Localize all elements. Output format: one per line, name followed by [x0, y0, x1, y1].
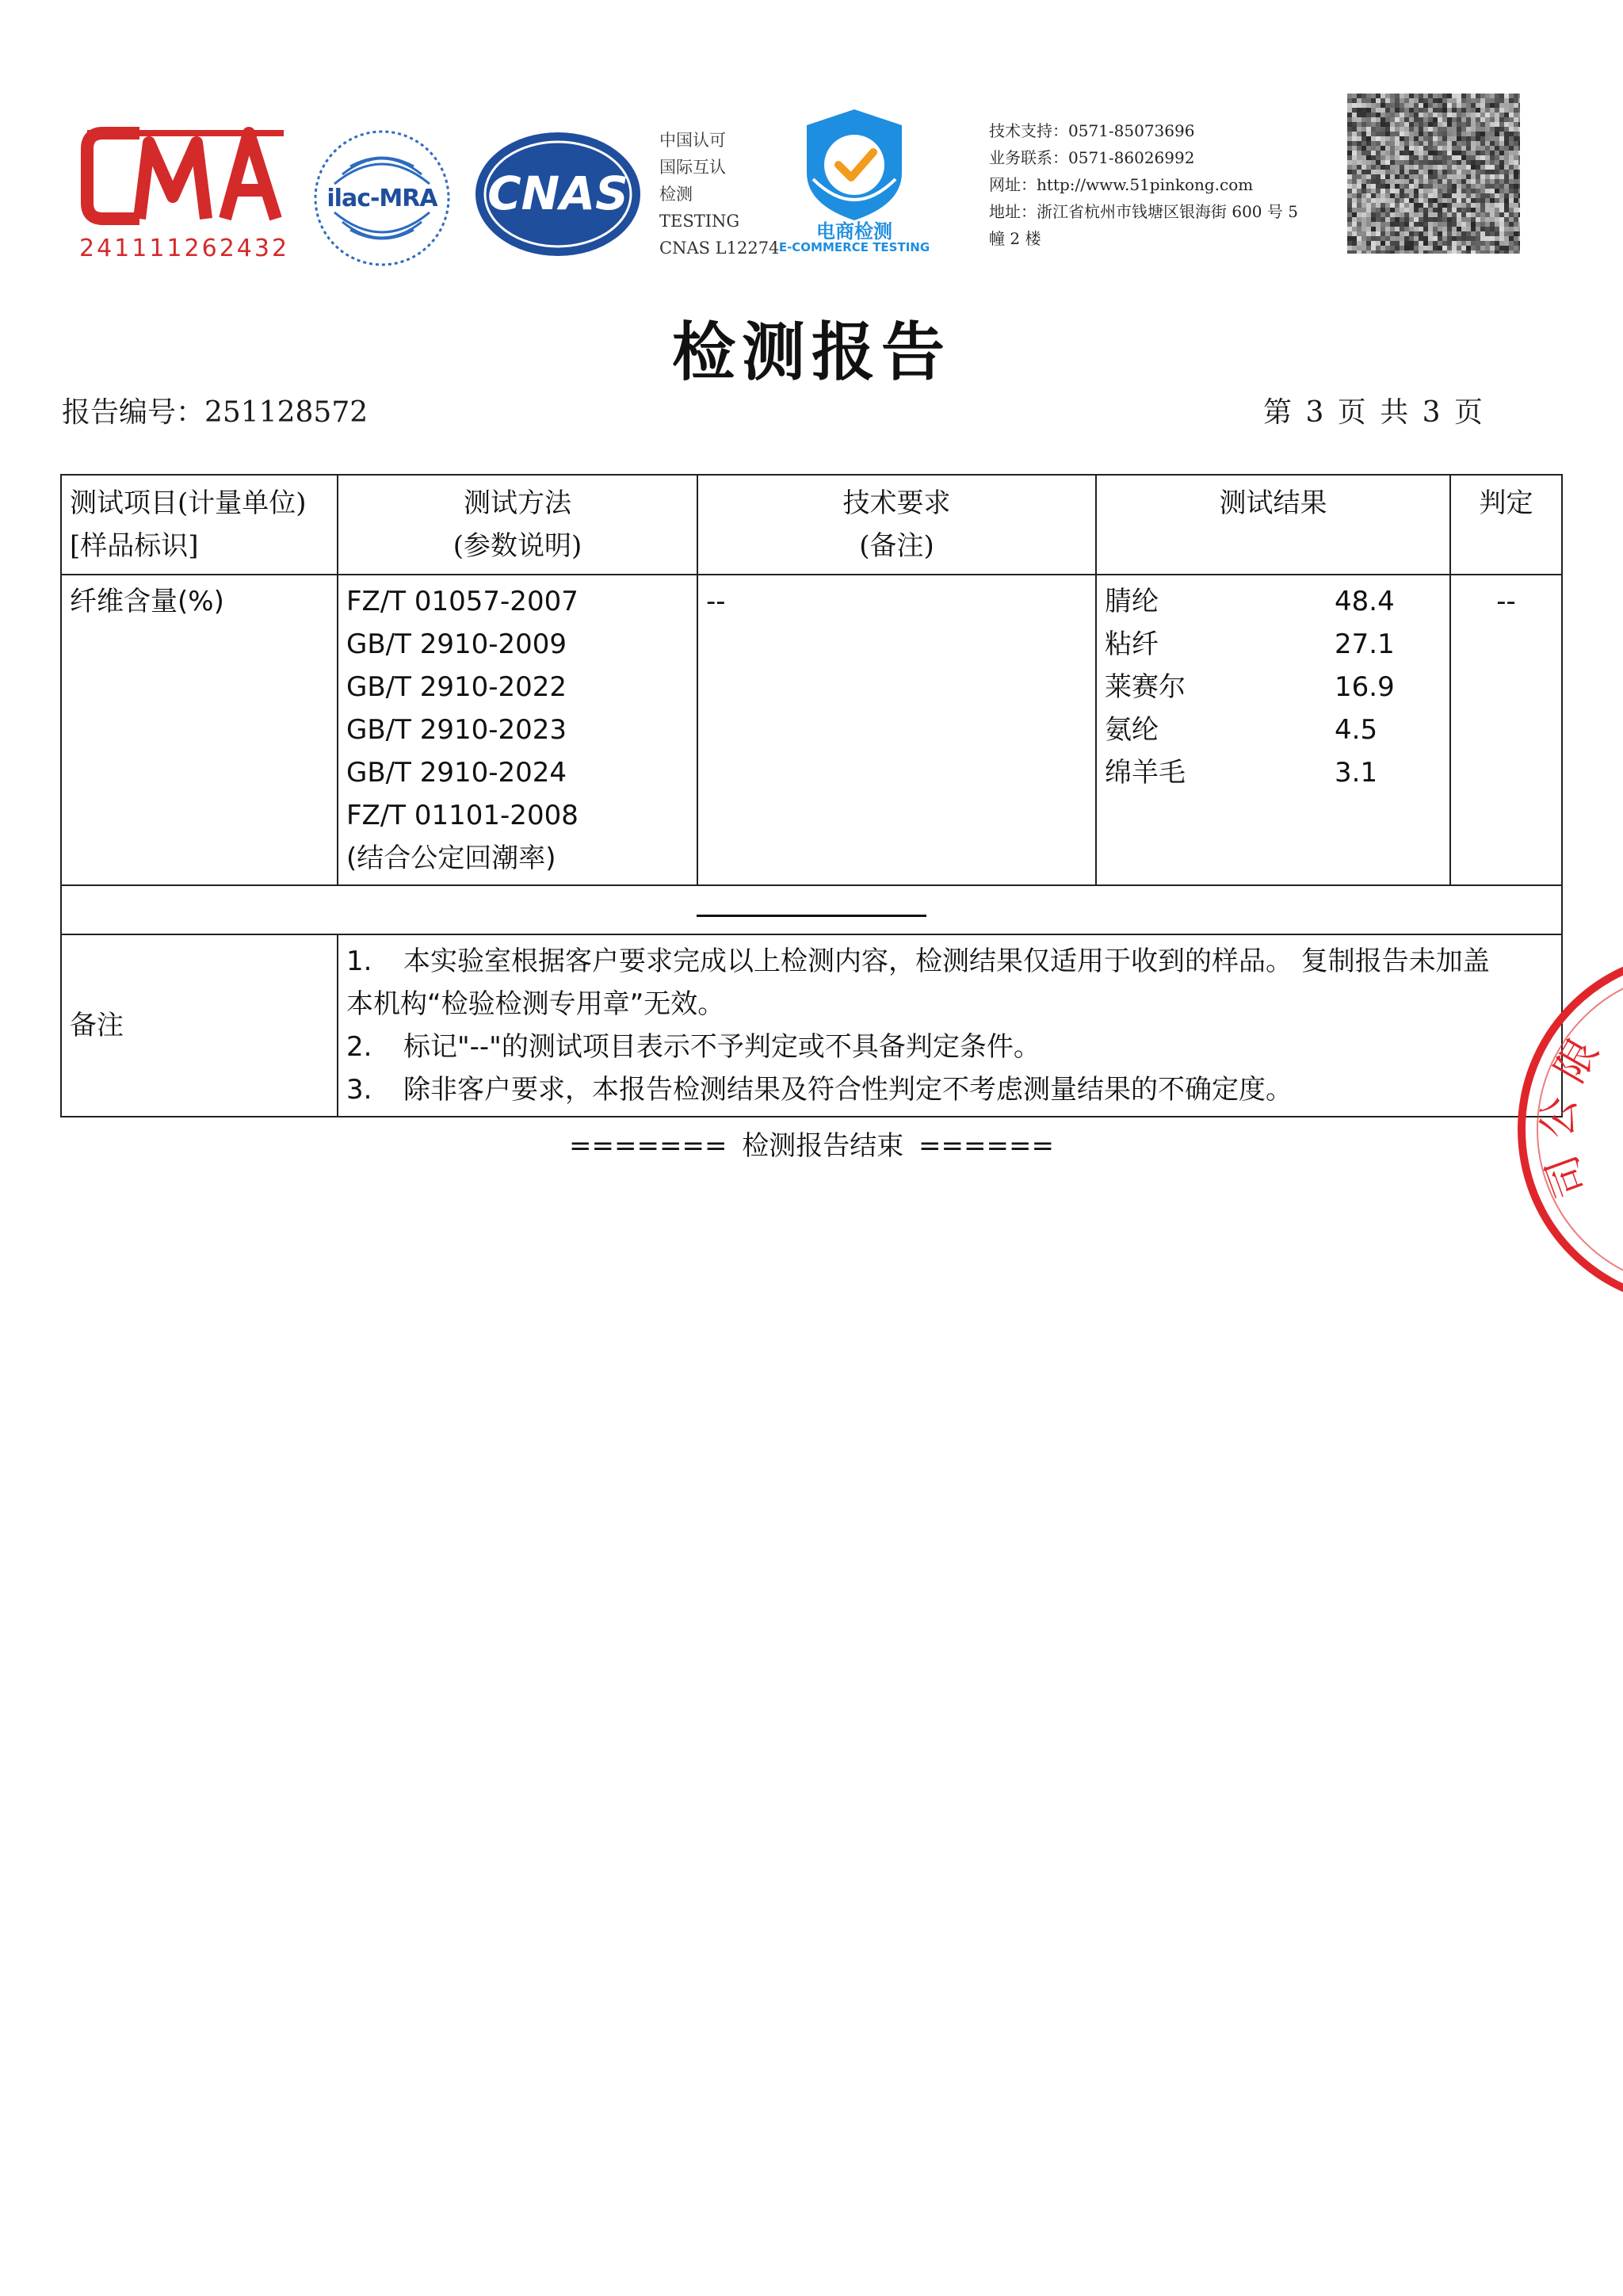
note-text: 标记"--"的测试项目表示不予判定或不具备判定条件。 [403, 1031, 1041, 1063]
header-requirement-line2: (备注) [859, 530, 934, 562]
fiber-value: 4.5 [1335, 714, 1378, 746]
conclusion-cell: -- [1450, 575, 1562, 885]
tech-support-line: 技术支持：0571-85073696 [989, 121, 1195, 140]
ecommerce-subtitle: E-COMMERCE TESTING [778, 240, 930, 254]
report-number: 报告编号：251128572 [62, 396, 369, 429]
test-results-table [60, 474, 1563, 1117]
note-item [346, 1068, 1553, 1111]
ilac-mark-text: ilac-MRA [327, 185, 437, 212]
fiber-result-row [1105, 751, 1442, 794]
header-test-result-label: 测试结果 [1219, 487, 1327, 519]
header-conclusion [1450, 475, 1562, 575]
header-conclusion-label: 判定 [1479, 487, 1533, 519]
method-standard: GB/T 2910-2024 [346, 757, 567, 789]
method-standard: GB/T 2910-2023 [346, 714, 567, 746]
method-standard: FZ/T 01101-2008 [346, 800, 579, 831]
note-number: 1. [346, 946, 372, 977]
fiber-value: 48.4 [1335, 586, 1395, 617]
fiber-value: 16.9 [1335, 671, 1395, 703]
ecommerce-title: 电商检测 [816, 220, 892, 243]
header-test-item-line1: 测试项目(计量单位) [70, 487, 307, 519]
cnas-line: TESTING [659, 212, 740, 231]
fiber-value: 27.1 [1335, 628, 1395, 660]
result-cell [1096, 575, 1450, 885]
note-number: 2. [346, 1031, 372, 1063]
header-test-method-line2: (参数说明) [453, 530, 582, 562]
fiber-result-row [1105, 709, 1442, 751]
ilac-mra-logo [311, 127, 453, 269]
notes-row [61, 934, 1562, 1117]
notes-label: 备注 [61, 934, 338, 1117]
test-method-cell [338, 575, 697, 885]
cnas-mark-text: CNAS [487, 166, 628, 220]
separator-line [697, 915, 926, 917]
header-test-method-line1: 测试方法 [464, 487, 571, 519]
note-item [346, 1026, 1553, 1068]
stamp-character: 公 [1533, 1095, 1585, 1140]
report-title: 检测报告 [672, 315, 951, 389]
stamp-character: 司 [1537, 1148, 1597, 1204]
fiber-name: 粘纤 [1105, 628, 1159, 660]
table-header-row [61, 475, 1562, 575]
note-text: 本实验室根据客户要求完成以上检测内容，检测结果仅适用于收到的样品。 复制报告未加盖 [403, 946, 1490, 977]
fiber-name: 绵羊毛 [1105, 757, 1186, 789]
header-requirement [697, 475, 1096, 575]
requirement-cell: -- [697, 575, 1096, 885]
address-line: 地址：浙江省杭州市钱塘区银海街 600 号 5 [989, 202, 1298, 221]
header-requirement-line1: 技术要求 [842, 487, 951, 519]
header-test-item [61, 475, 338, 575]
fiber-result-row [1105, 580, 1442, 623]
fiber-result-row [1105, 623, 1442, 666]
website-line: 网址：http://www.51pinkong.com [989, 175, 1254, 194]
header-test-method [338, 475, 697, 575]
note-text: 本机构“检验检测专用章”无效。 [346, 988, 725, 1020]
fiber-value: 3.1 [1335, 757, 1378, 789]
notes-cell [338, 934, 1562, 1117]
fiber-name: 氨纶 [1105, 714, 1159, 746]
header-test-item-line2: [样品标识] [70, 530, 199, 562]
note-item [346, 940, 1553, 983]
cnas-logo [471, 127, 645, 262]
note-number: 3. [346, 1074, 372, 1106]
note-text: 除非客户要求，本报告检测结果及符合性判定不考虑测量结果的不确定度。 [403, 1074, 1293, 1106]
method-note: (结合公定回潮率) [346, 842, 556, 874]
cnas-accreditation-text [659, 127, 779, 262]
address-line-continued: 幢 2 楼 [989, 229, 1041, 248]
fiber-result-row [1105, 666, 1442, 709]
page-indicator: 第 3 页 共 3 页 [1263, 396, 1484, 429]
qr-code-image [1347, 94, 1520, 254]
cnas-line: 检测 [659, 185, 693, 204]
cnas-line: 国际互认 [659, 158, 726, 177]
fiber-name: 莱赛尔 [1105, 671, 1186, 703]
business-contact-line: 业务联系：0571-86026992 [989, 148, 1195, 167]
contact-info [989, 117, 1338, 252]
fiber-name: 腈纶 [1105, 586, 1159, 617]
cnas-line: 中国认可 [659, 131, 726, 150]
company-seal-stamp [1490, 951, 1623, 1308]
end-of-report-marker: ======= 检测报告结束 ====== [569, 1130, 1054, 1162]
method-standard: GB/T 2910-2022 [346, 671, 567, 703]
table-row [61, 575, 1562, 885]
stamp-character: 限 [1546, 1030, 1609, 1091]
separator-row [61, 885, 1562, 934]
cma-number: 241111262432 [79, 235, 290, 262]
cnas-line: CNAS L12274 [659, 239, 780, 258]
header-test-result [1096, 475, 1450, 575]
method-standard: FZ/T 01057-2007 [346, 586, 579, 617]
note-item-continued [346, 983, 1553, 1026]
method-standard: GB/T 2910-2009 [346, 628, 567, 660]
separator-cell [61, 885, 1562, 934]
test-item-cell: 纤维含量(%) [61, 575, 338, 885]
